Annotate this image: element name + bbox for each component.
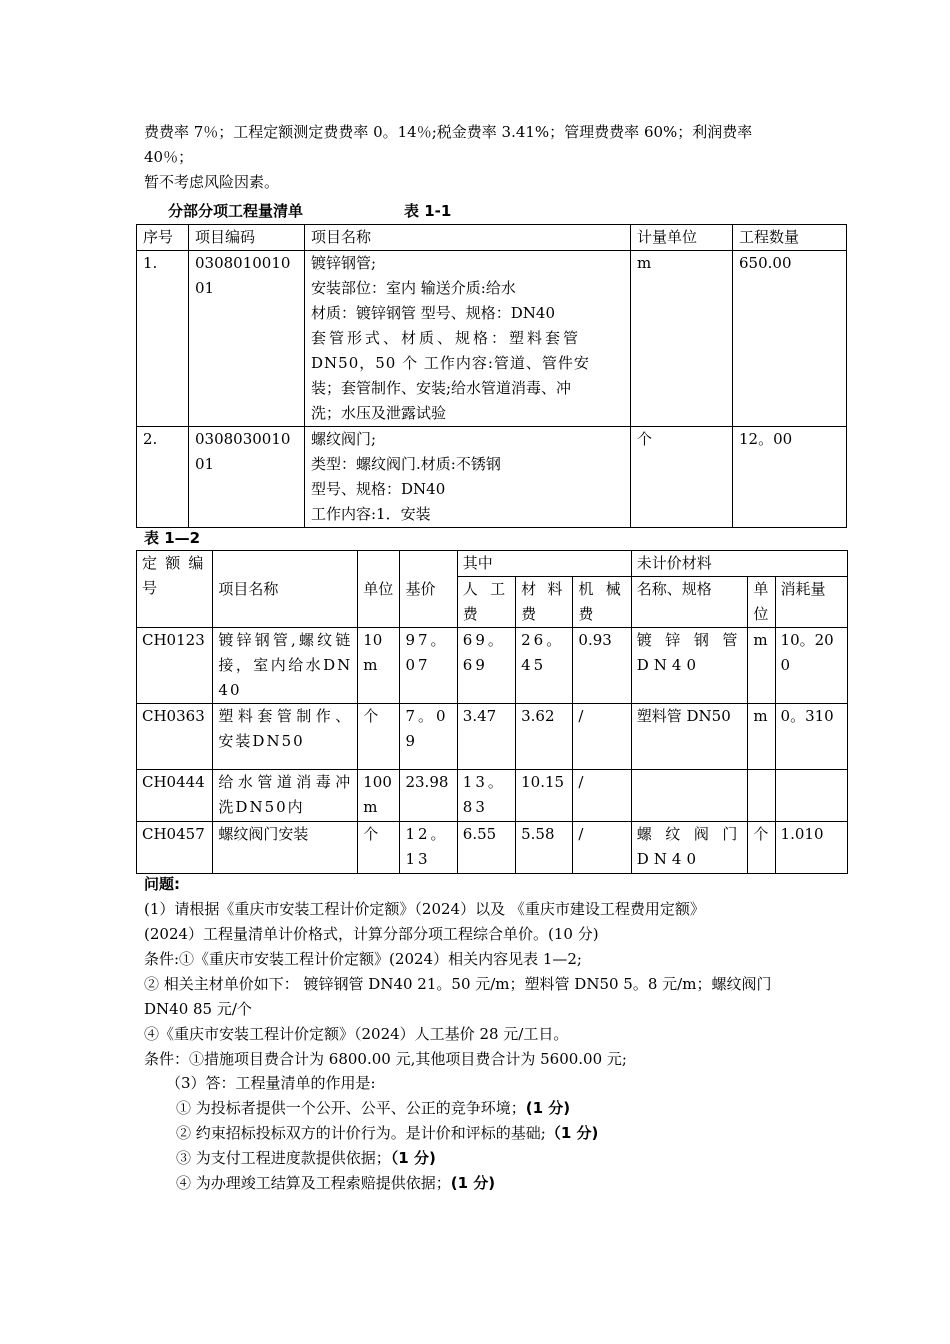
table-row	[137, 251, 847, 427]
header-unpriced-material: 未计价材料	[631, 551, 847, 577]
answer-item-text: ③ 为支付工程进度款提供依据；	[176, 1149, 391, 1167]
name-line: 类型：螺纹阀门.材质:不锈钢	[311, 455, 501, 473]
name-line: 工作内容:1．安装	[311, 505, 431, 523]
question-line: (2024）工程量清单计价格式，计算分部分项工程综合单价。(10 分)	[144, 925, 599, 943]
cell-seq: 2.	[137, 427, 189, 528]
table-row	[137, 628, 848, 704]
cell-quota-code: CH0363	[137, 704, 213, 770]
header-machine: 机械费	[573, 577, 631, 628]
cell-spec: 螺纹阀门 DN40	[631, 822, 748, 874]
answer-item-text: ② 约束招标投标双方的计价行为。是计价和评标的基础;	[176, 1124, 546, 1142]
intro-text	[144, 120, 810, 195]
cell-base-price: 12。13	[400, 822, 457, 874]
table-row	[137, 427, 847, 528]
cell-consumption: 0。310	[775, 704, 847, 770]
cell-labor: 13。83	[457, 770, 515, 822]
header-labor: 人工费	[457, 577, 515, 628]
intro-line-1: 费费率 7％；工程定额测定费费率 0。14％;税金费率 3.41%；管理费费率 60%；利润费率	[144, 123, 753, 141]
cell-labor: 69。69	[457, 628, 515, 704]
name-line: 套管形式、材质、规格：塑料套管	[311, 329, 582, 347]
cell-labor: 3.47	[457, 704, 515, 770]
table2-caption: 表 1—2	[144, 529, 201, 547]
cell-machine: 0.93	[573, 628, 631, 704]
header-seq: 序号	[137, 225, 189, 251]
answer-item-score: （1 分)	[545, 1124, 599, 1142]
question-line: DN40 85 元/个	[144, 1000, 252, 1018]
question-line: ② 相关主材单价如下： 镀锌钢管 DN40 21。50 元/m；塑料管 DN50 5。8 元/m；螺纹阀门	[144, 975, 772, 993]
name-line: 型号、规格：DN40	[311, 480, 446, 498]
answer-item-score: (1 分)	[525, 1099, 571, 1117]
name-line: 洗；水压及泄露试验	[311, 404, 447, 422]
cell-unit: 个	[358, 822, 400, 874]
cell-spec: 镀锌钢管 DN40	[631, 628, 748, 704]
table-row	[137, 822, 848, 874]
intro-line-2: 40％；	[144, 148, 194, 166]
questions-section	[144, 872, 824, 1072]
answer-item	[166, 1171, 598, 1196]
header-among: 其中	[457, 551, 631, 577]
cell-quota-code: CH0457	[137, 822, 213, 874]
name-line: 材质：镀锌钢管 型号、规格：DN40	[311, 304, 556, 322]
cell-material: 5.58	[516, 822, 573, 874]
cell-unit: 10m	[358, 628, 400, 704]
question-line: ④《重庆市安装工程计价定额》（2024）人工基价 28 元/工日。	[144, 1025, 569, 1043]
table-row	[137, 704, 848, 770]
cell-name	[305, 251, 631, 427]
answer-item-text: ④ 为办理竣工结算及工程索赔提供依据；	[176, 1174, 451, 1192]
name-line: DN50，50 个 工作内容:管道、管件安	[311, 354, 590, 372]
name-line: 螺纹阀门;	[311, 430, 377, 448]
cell-labor: 6.55	[457, 822, 515, 874]
cell-item-name: 镀锌钢管,螺纹链接，室内给水DN40	[213, 628, 358, 704]
cell-consumption: 10。200	[775, 628, 847, 704]
question-line: 条件:①《重庆市安装工程计价定额》(2024）相关内容见表 1—2;	[144, 950, 582, 968]
cell-unit: 个	[358, 704, 400, 770]
answer-item-score: (1 分)	[450, 1174, 496, 1192]
cell-name	[305, 427, 631, 528]
header-name: 项目名称	[305, 225, 631, 251]
name-line: 装；套管制作、安装;给水管道消毒、冲	[311, 379, 572, 397]
header-unit: 计量单位	[631, 225, 733, 251]
table-row	[137, 770, 848, 822]
cell-material: 10.15	[516, 770, 573, 822]
cell-item-name: 塑料套管制作、安装DN50	[213, 704, 358, 770]
answer-heading: （3）答：工程量清单的作用是:	[166, 1074, 376, 1092]
cell-base-price: 97。07	[400, 628, 457, 704]
header-base-price: 基价	[400, 551, 457, 628]
cell-seq: 1.	[137, 251, 189, 427]
questions-heading: 问题:	[144, 875, 180, 893]
cell-code: 030801001001	[189, 251, 305, 427]
header-material-unit: 单位	[748, 577, 775, 628]
cell-material-unit	[748, 770, 775, 822]
cell-item-name: 给水管道消毒冲洗DN50内	[213, 770, 358, 822]
question-line: 条件：①措施项目费合计为 6800.00 元,其他项目费合计为 5600.00 元;	[144, 1050, 627, 1068]
cell-machine: /	[573, 704, 631, 770]
cell-item-name: 螺纹阀门安装	[213, 822, 358, 874]
cell-machine: /	[573, 822, 631, 874]
answer-item-text: ① 为投标者提供一个公开、公平、公正的竞争环境；	[176, 1099, 526, 1117]
answer-item	[166, 1146, 598, 1171]
cell-code: 030803001001	[189, 427, 305, 528]
cell-consumption: 1.010	[775, 822, 847, 874]
cell-unit: m	[631, 251, 733, 427]
cell-qty: 12。00	[733, 427, 847, 528]
cell-spec	[631, 770, 748, 822]
cell-material-unit: m	[748, 628, 775, 704]
header-material: 材料费	[516, 577, 573, 628]
cell-unit: 个	[631, 427, 733, 528]
table1-caption	[168, 199, 452, 223]
cell-base-price: 7。09	[400, 704, 457, 770]
answer-item	[166, 1121, 598, 1146]
table1-title: 分部分项工程量清单	[168, 202, 304, 220]
cell-consumption	[775, 770, 847, 822]
header-qty: 工程数量	[733, 225, 847, 251]
header-quota-code: 定额编号	[137, 551, 213, 628]
header-spec: 名称、规格	[631, 577, 748, 628]
question-line: (1）请根据《重庆市安装工程计价定额》（2024）以及 《重庆市建设工程费用定额》	[144, 900, 705, 918]
table-header-row	[137, 225, 847, 251]
intro-line-3: 暂不考虑风险因素。	[144, 173, 280, 191]
header-item-name: 项目名称	[213, 551, 358, 628]
cell-qty: 650.00	[733, 251, 847, 427]
cell-quota-code: CH0444	[137, 770, 213, 822]
cell-spec: 塑料管 DN50	[631, 704, 748, 770]
cell-material-unit: 个	[748, 822, 775, 874]
header-unit: 单位	[358, 551, 400, 628]
cell-material-unit: m	[748, 704, 775, 770]
cell-machine: /	[573, 770, 631, 822]
quota-table	[136, 550, 848, 874]
bill-of-quantities-table	[136, 224, 847, 528]
header-code: 项目编码	[189, 225, 305, 251]
cell-unit: 100m	[358, 770, 400, 822]
cell-material: 3.62	[516, 704, 573, 770]
table-header-row	[137, 551, 848, 577]
header-consumption: 消耗量	[775, 577, 847, 628]
cell-base-price: 23.98	[400, 770, 457, 822]
name-line: 镀锌钢管;	[311, 254, 377, 272]
answer-section	[166, 1071, 598, 1196]
cell-quota-code: CH0123	[137, 628, 213, 704]
cell-material: 26。45	[516, 628, 573, 704]
table1-number: 表 1-1	[404, 202, 452, 220]
name-line: 安装部位：室内 输送介质:给水	[311, 279, 516, 297]
answer-item-score: （1 分)	[390, 1149, 436, 1167]
answer-item	[166, 1096, 598, 1121]
